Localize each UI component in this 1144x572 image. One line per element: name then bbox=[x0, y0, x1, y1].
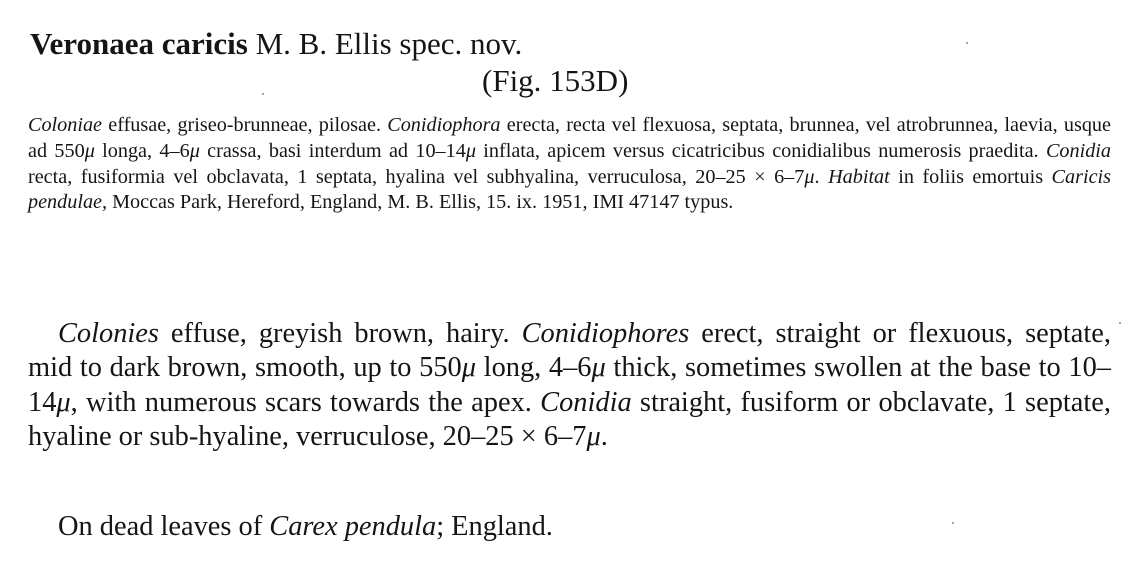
latin-text: inflata, apicem versus cicatricibus conidialibus numerosis praedita. bbox=[475, 139, 1046, 162]
latin-text: Moccas Park, Hereford, England, M. B. Ellis, 15. ix. 1951, IMI 47147 typus. bbox=[107, 191, 734, 214]
micron-symbol: μ bbox=[56, 386, 71, 418]
english-text: erect, straight or flexuous, septate, mid to dark brown, smooth, up to 550 bbox=[28, 318, 1111, 384]
latin-term-conidiophora: Conidiophora bbox=[387, 114, 501, 136]
latin-text: . bbox=[814, 165, 829, 188]
latin-host-name: Caricis pendulae, bbox=[28, 165, 1111, 214]
english-description bbox=[28, 317, 1111, 455]
latin-text: crassa, basi interdum ad 10–14 bbox=[199, 139, 466, 162]
english-term-colonies: Colonies bbox=[58, 318, 159, 349]
latin-term-habitat: Habitat bbox=[828, 165, 890, 188]
micron-symbol: μ bbox=[461, 352, 477, 384]
species-authority: M. B. Ellis spec. nov. bbox=[255, 26, 523, 61]
latin-text: longa, 4–6 bbox=[94, 139, 190, 162]
english-term-conidia: Conidia bbox=[540, 386, 632, 418]
english-text: thick, sometimes swollen at the base to 10–14 bbox=[28, 352, 1111, 418]
species-heading bbox=[30, 26, 522, 62]
english-text: effuse, greyish brown, hairy. bbox=[158, 318, 522, 349]
habitat-suffix: ; England. bbox=[436, 511, 553, 542]
micron-symbol: μ bbox=[84, 139, 95, 162]
scan-speck bbox=[966, 42, 968, 44]
habitat-line bbox=[58, 510, 553, 544]
english-term-conidiophores: Conidiophores bbox=[521, 318, 690, 349]
latin-term-coloniae: Coloniae bbox=[28, 114, 103, 136]
habitat-prefix: On dead leaves of bbox=[58, 511, 270, 542]
english-text: long, 4–6 bbox=[476, 352, 592, 384]
latin-term-conidia: Conidia bbox=[1045, 139, 1111, 162]
latin-description bbox=[28, 113, 1111, 216]
scan-speck bbox=[1119, 322, 1121, 324]
latin-text: effusae, griseo-brunneae, pilosae. bbox=[102, 114, 388, 136]
scan-speck bbox=[952, 522, 954, 524]
latin-text: in foliis emortuis bbox=[889, 165, 1052, 188]
micron-symbol: μ bbox=[189, 139, 200, 162]
micron-symbol: μ bbox=[586, 421, 601, 453]
english-text: straight, fusiform or obclavate, 1 septate, hyaline or sub-hyaline, verruculose, 20–25 × 6–7 bbox=[28, 386, 1111, 453]
species-name: Veronaea caricis bbox=[30, 26, 248, 61]
scan-speck bbox=[262, 93, 264, 95]
latin-text: erecta, recta vel flexuosa, septata, brunnea, vel atrobrunnea, laevia, usque ad 550 bbox=[28, 114, 1111, 162]
latin-text: recta, fusiformia vel obclavata, 1 septata, hyalina vel subhyalina, verruculosa, 20–25 × 6–7 bbox=[28, 165, 805, 188]
english-text: , with numerous scars towards the apex. bbox=[70, 386, 541, 418]
figure-reference: (Fig. 153D) bbox=[482, 63, 629, 98]
host-name: Carex pendula bbox=[269, 511, 437, 542]
micron-symbol: μ bbox=[465, 139, 476, 162]
micron-symbol: μ bbox=[591, 352, 606, 384]
english-text: . bbox=[600, 421, 608, 453]
micron-symbol: μ bbox=[804, 165, 815, 188]
